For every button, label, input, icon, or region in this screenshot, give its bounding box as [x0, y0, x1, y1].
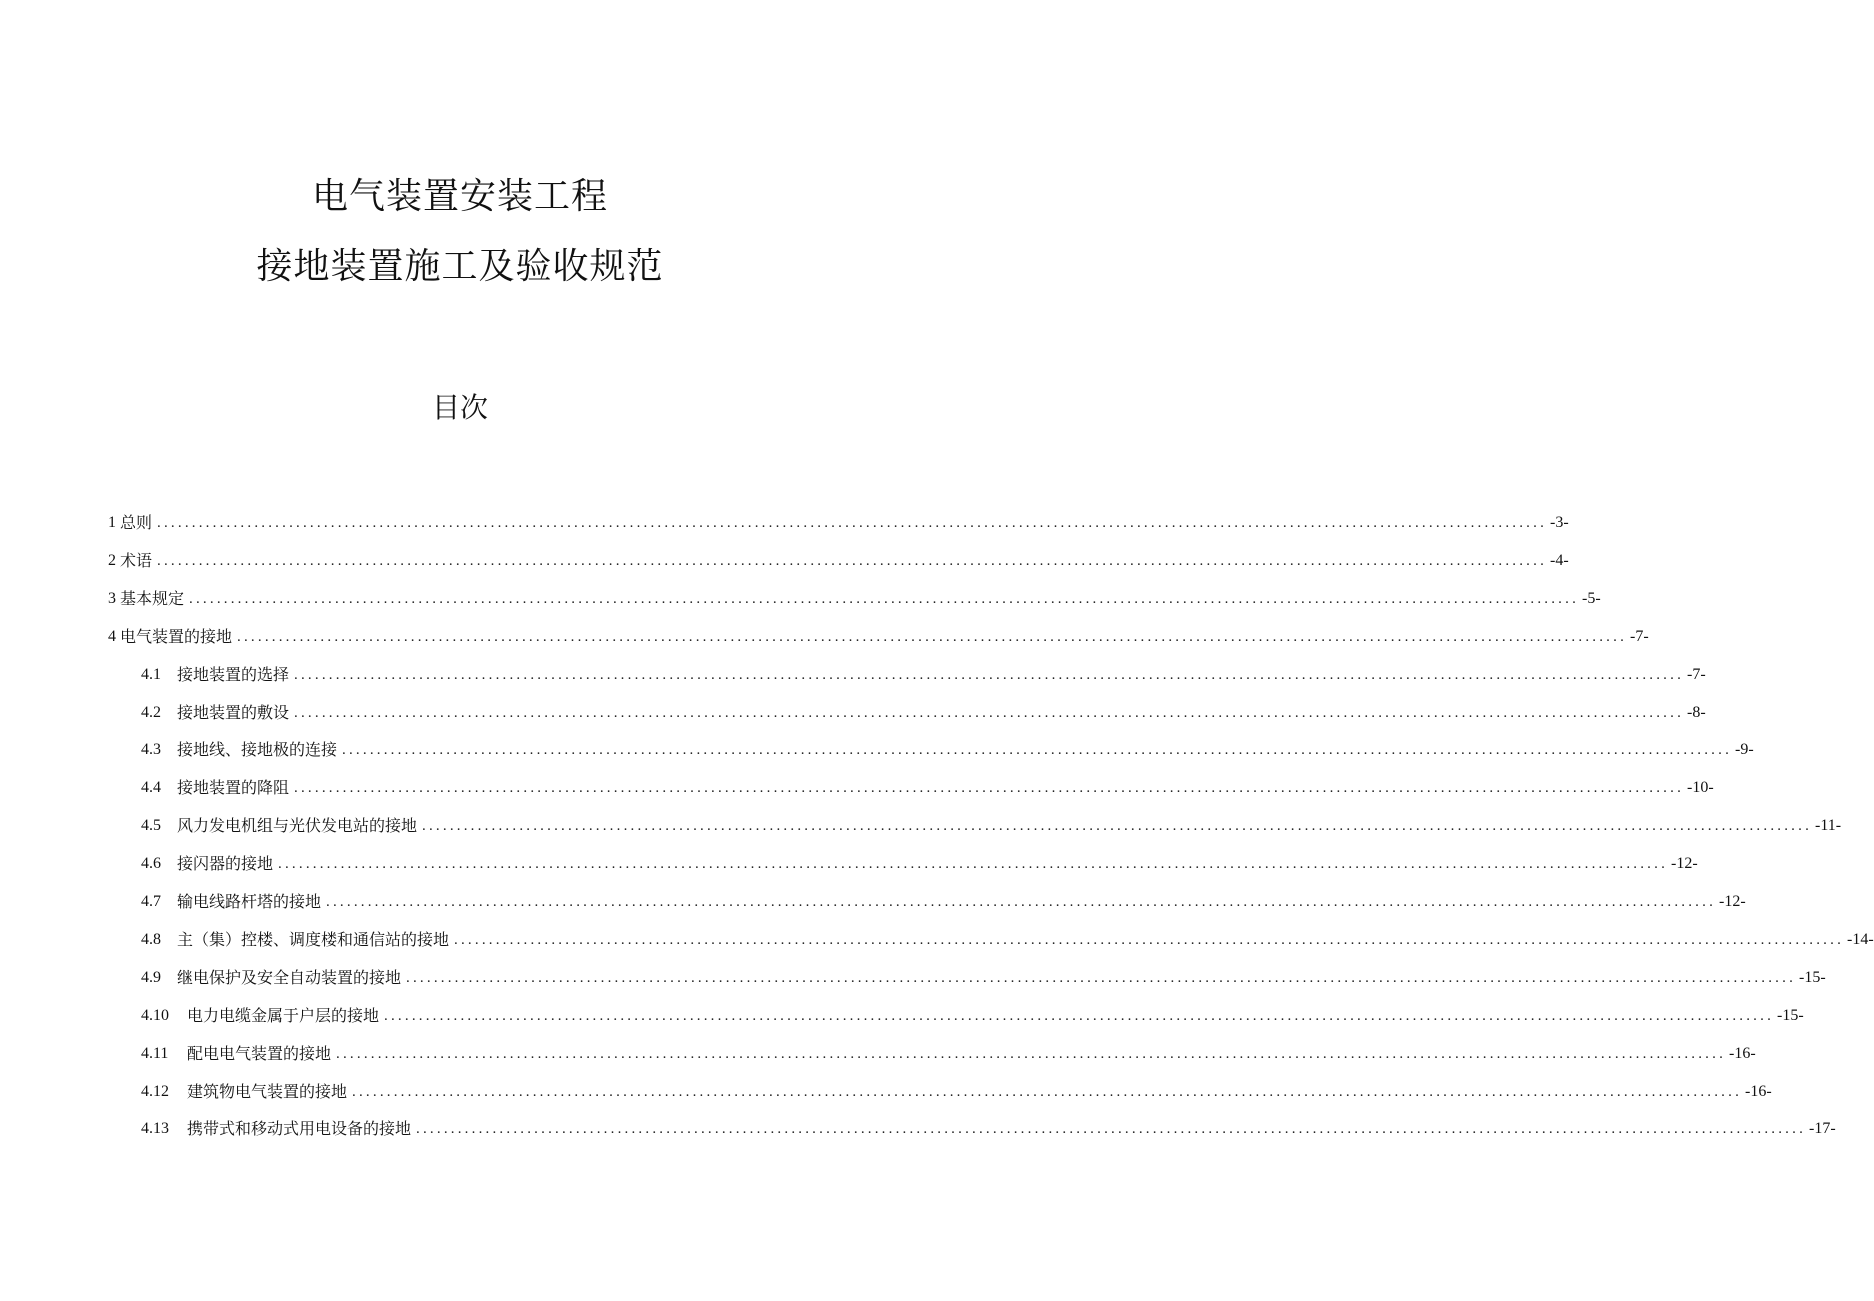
- toc-dot-leader: ........................................................................................................................................................................................................: [342, 742, 1733, 759]
- toc-entry-number: 4.13: [141, 1120, 169, 1138]
- toc-entry-page-number: -7-: [1630, 627, 1649, 645]
- toc-dot-leader: ........................................................................................................................................................................................................: [157, 552, 1548, 569]
- toc-entry-title: 基本规定: [120, 588, 185, 608]
- toc-entry-page-number: -17-: [1809, 1120, 1836, 1138]
- toc-entry-number: 4.9: [141, 968, 161, 986]
- toc-entry-title: 接地装置的选择: [177, 664, 290, 684]
- toc-entry-number: 4.6: [141, 855, 161, 873]
- toc-entry-number: 1: [108, 514, 116, 531]
- toc-entry-page-number: -14-: [1847, 930, 1874, 948]
- toc-entry-number: 4: [108, 627, 116, 645]
- toc-entry[interactable]: [108, 623, 1649, 647]
- toc-dot-leader: ........................................................................................................................................................................................................: [237, 628, 1628, 645]
- toc-entry[interactable]: [141, 1078, 1772, 1102]
- toc-entry[interactable]: [141, 1115, 1836, 1139]
- toc-entry-number: 4.2: [141, 703, 161, 721]
- document-title-line-2: 接地装置施工及验收规范: [256, 246, 664, 287]
- toc-entry-title: 接地装置的敷设: [177, 702, 290, 722]
- toc-entry-title: 风力发电机组与光伏发电站的接地: [177, 816, 418, 836]
- toc-entry-page-number: -16-: [1745, 1082, 1772, 1100]
- toc-entry-page-number: -16-: [1729, 1044, 1756, 1062]
- toc-entry[interactable]: [141, 964, 1826, 988]
- toc-dot-leader: ........................................................................................................................................................................................................: [294, 704, 1685, 721]
- toc-entry-number: 4.11: [141, 1044, 169, 1062]
- toc-entry[interactable]: [108, 509, 1569, 533]
- toc-entry-number: 4.10: [141, 1006, 169, 1024]
- toc-entry-title: 接闪器的接地: [177, 854, 274, 874]
- toc-entry[interactable]: [141, 850, 1698, 874]
- toc-dot-leader: ........................................................................................................................................................................................................: [294, 780, 1685, 797]
- toc-dot-leader: ........................................................................................................................................................................................................: [352, 1083, 1743, 1100]
- toc-entry-title: 建筑物电气装置的接地: [187, 1081, 348, 1101]
- toc-entry-number: 4.12: [141, 1082, 169, 1100]
- toc-entry[interactable]: [141, 774, 1714, 798]
- toc-entry-page-number: -5-: [1582, 589, 1601, 607]
- toc-entry-number: 4.5: [141, 817, 161, 835]
- toc-entry[interactable]: [141, 1040, 1756, 1064]
- toc-heading: 目次: [431, 391, 488, 424]
- toc-dot-leader: ........................................................................................................................................................................................................: [416, 1121, 1807, 1138]
- toc-entry-page-number: -15-: [1799, 968, 1826, 986]
- toc-entry-title: 输电线路杆塔的接地: [177, 892, 322, 911]
- toc-entry-title: 术语: [120, 550, 153, 570]
- toc-entry-title: 主（集）控楼、调度楼和通信站的接地: [177, 929, 450, 949]
- toc-dot-leader: ........................................................................................................................................................................................................: [294, 666, 1685, 683]
- toc-dot-leader: ........................................................................................................................................................................................................: [157, 515, 1548, 531]
- toc-entry-page-number: -9-: [1735, 741, 1754, 759]
- toc-entry-page-number: -11-: [1815, 817, 1842, 835]
- toc-entry-number: 4.7: [141, 893, 161, 910]
- toc-entry-number: 2: [108, 551, 116, 569]
- toc-entry[interactable]: [141, 926, 1874, 950]
- toc-dot-leader: ........................................................................................................................................................................................................: [336, 1045, 1727, 1062]
- toc-entry-page-number: -7-: [1687, 665, 1706, 683]
- toc-entry-page-number: -12-: [1671, 855, 1698, 873]
- document-title-line-1: 电气装置安装工程: [311, 176, 608, 217]
- toc-entry-number: 4.1: [141, 665, 161, 683]
- toc-dot-leader: ........................................................................................................................................................................................................: [278, 856, 1669, 873]
- toc-entry-number: 4.8: [141, 930, 161, 948]
- toc-dot-leader: ........................................................................................................................................................................................................: [406, 969, 1797, 986]
- toc-entry-number: 4.4: [141, 779, 161, 797]
- toc-entry-title: 接地线、接地极的连接: [177, 740, 338, 760]
- toc-entry[interactable]: [141, 699, 1706, 723]
- toc-entry-number: 4.3: [141, 741, 161, 759]
- toc-entry-page-number: -12-: [1719, 893, 1746, 910]
- toc-entry-title: 配电电气装置的接地: [187, 1043, 332, 1063]
- toc-entry[interactable]: [141, 888, 1746, 912]
- toc-entry-title: 接地装置的降阻: [177, 778, 290, 798]
- toc-entry-page-number: -15-: [1777, 1006, 1804, 1024]
- toc-dot-leader: ........................................................................................................................................................................................................: [326, 894, 1717, 910]
- toc-entry-title: 电气装置的接地: [120, 626, 233, 646]
- toc-dot-leader: ........................................................................................................................................................................................................: [384, 1007, 1775, 1024]
- toc-entry[interactable]: [108, 547, 1569, 571]
- toc-entry-page-number: -10-: [1687, 779, 1714, 797]
- toc-dot-leader: ........................................................................................................................................................................................................: [189, 590, 1580, 607]
- toc-entry-page-number: -4-: [1550, 551, 1569, 569]
- toc-entry-number: 3: [108, 589, 116, 607]
- toc-entry[interactable]: [108, 585, 1601, 609]
- toc-entry-title: 携带式和移动式用电设备的接地: [187, 1119, 412, 1139]
- toc-entry-title: 总则: [120, 513, 153, 532]
- toc-entry[interactable]: [141, 1002, 1804, 1026]
- toc-entry-title: 继电保护及安全自动装置的接地: [177, 967, 402, 987]
- toc-entry[interactable]: [141, 736, 1754, 760]
- toc-dot-leader: ........................................................................................................................................................................................................: [454, 931, 1845, 948]
- toc-entry-title: 电力电缆金属于户层的接地: [187, 1005, 380, 1025]
- toc-dot-leader: ........................................................................................................................................................................................................: [422, 818, 1813, 835]
- toc-entry[interactable]: [141, 661, 1706, 685]
- toc-entry-page-number: -3-: [1550, 514, 1569, 531]
- toc-entry-page-number: -8-: [1687, 703, 1706, 721]
- toc-entry[interactable]: [141, 812, 1842, 836]
